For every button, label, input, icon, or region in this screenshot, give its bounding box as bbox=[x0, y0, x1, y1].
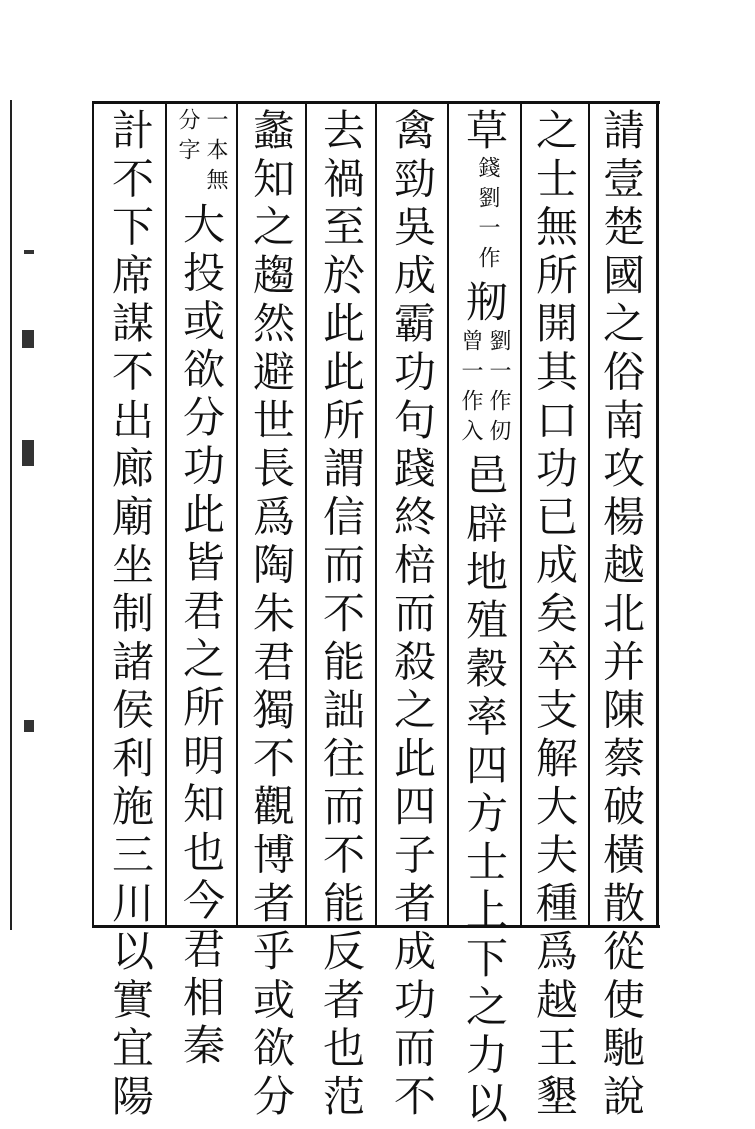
column-divider bbox=[236, 104, 238, 925]
main-text: 禽勁吳成霸功句踐終棓而殺之此四子者成功而不 bbox=[388, 108, 437, 1123]
main-text: 之士無所開其口功已成矣卒支解大夫種爲越王墾 bbox=[530, 108, 579, 1123]
text-column bbox=[174, 108, 228, 1071]
adjacent-page-edge bbox=[10, 100, 12, 930]
main-text: 邑辟地殖穀率四方士上下之力以 bbox=[460, 452, 509, 1129]
text-column bbox=[527, 108, 581, 1122]
text-column bbox=[385, 108, 439, 1122]
interlinear-note bbox=[459, 329, 509, 449]
adjacent-page-mark bbox=[22, 330, 34, 348]
main-text: 蠡知之趨然避世長爲陶朱君獨不觀博者乎或欲分 bbox=[247, 108, 296, 1123]
column-divider bbox=[375, 104, 377, 925]
text-column bbox=[103, 108, 157, 1122]
note-line-right: 錢劉一作 bbox=[475, 156, 500, 277]
column-divider bbox=[520, 104, 522, 925]
column-divider bbox=[305, 104, 307, 925]
main-text: 請壹楚國之俗南攻楊越北并陳蔡破橫散從使馳說 bbox=[597, 108, 646, 1123]
text-column bbox=[457, 108, 511, 1129]
main-text: 草 bbox=[460, 108, 509, 157]
column-divider bbox=[165, 104, 167, 925]
interlinear-note bbox=[470, 156, 498, 276]
outer-right-border bbox=[656, 101, 659, 928]
text-column bbox=[244, 108, 298, 1122]
column-divider bbox=[447, 104, 449, 925]
outer-left-border bbox=[92, 101, 94, 928]
adjacent-page-mark bbox=[24, 250, 34, 254]
adjacent-page-mark bbox=[22, 440, 34, 466]
main-text: 大投或欲分功此皆君之所明知也今君相秦 bbox=[177, 202, 226, 1072]
note-line-left: 分字 bbox=[175, 108, 200, 168]
adjacent-page-mark bbox=[24, 720, 34, 732]
main-text: 剏 bbox=[460, 280, 509, 329]
interlinear-note bbox=[176, 108, 226, 198]
column-divider bbox=[588, 104, 590, 925]
note-line-right: 一本無 bbox=[203, 108, 228, 198]
note-line-right: 劉一作仞 bbox=[486, 328, 511, 449]
main-text: 計不下席謀不出廊廟坐制諸侯利施三川以實宜陽 bbox=[106, 108, 155, 1123]
note-line-left: 曾一作入 bbox=[458, 328, 483, 449]
main-text: 去禍至於此此所謂信而不能詘往而不能反者也范 bbox=[317, 108, 366, 1123]
text-column bbox=[314, 108, 368, 1122]
text-column bbox=[594, 108, 648, 1122]
